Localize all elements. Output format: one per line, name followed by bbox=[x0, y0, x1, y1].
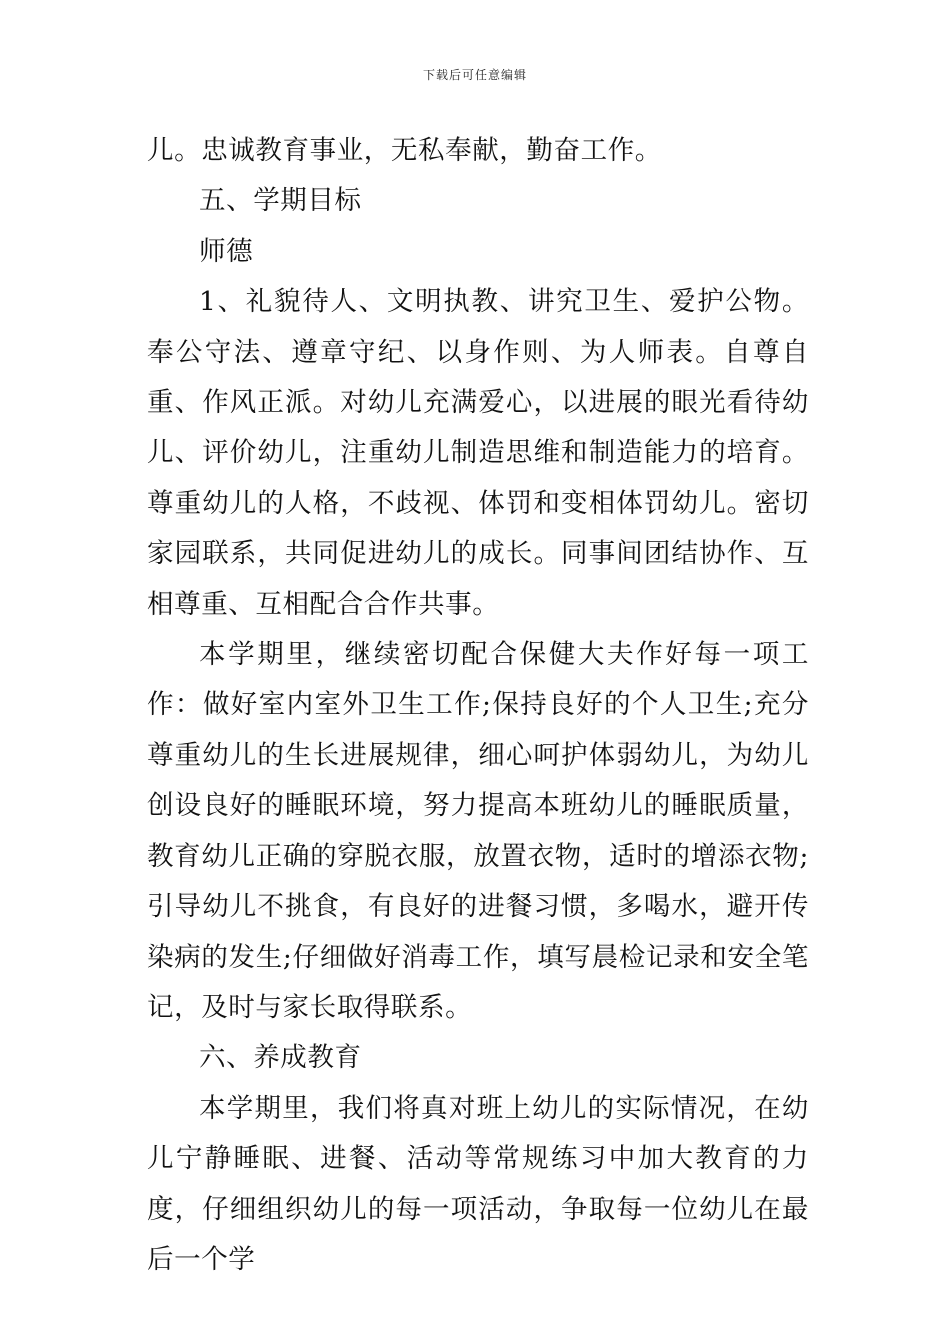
paragraph-ethics-item-1: 1、礼貌待人、文明执教、讲究卫生、爱护公物。奉公守法、遵章守纪、以身作则、为人师表。自尊自重、作风正派。对幼儿充满爱心，以进展的眼光看待幼儿、评价幼儿，注重幼儿制造思维和制造能力的培育。尊重幼儿的人格，不歧视、体罚和变相体罚幼儿。密切家园联系，共同促进幼儿的成长。同事间团结协作、互相尊重、互相配合合作共事。 bbox=[147, 286, 809, 620]
section-heading-habit-education: 六、养成教育 bbox=[199, 1042, 362, 1074]
paragraph-health-work: 本学期里，继续密切配合保健大夫作好每一项工作：做好室内室外卫生工作;保持良好的个人卫生;充分尊重幼儿的生长进展规律，细心呵护体弱幼儿，为幼儿创设良好的睡眠环境，努力提高本班幼儿的睡眠质量，教育幼儿正确的穿脱衣服，放置衣物，适时的增添衣物;引导幼儿不挑食，有良好的进餐习惯，多喝水，避开传染病的发生;仔细做好消毒工作，填写晨检记录和安全笔记，及时与家长取得联系。 bbox=[147, 639, 809, 1023]
paragraph-continuation: 儿。忠诚教育事业，无私奉献，勤奋工作。 bbox=[147, 135, 662, 166]
paragraph-habit-education: 本学期里，我们将真对班上幼儿的实际情况，在幼儿宁静睡眠、进餐、活动等常规练习中加大教育的力度，仔细组织幼儿的每一项活动，争取每一位幼儿在最后一个学 bbox=[147, 1092, 809, 1275]
section-heading-semester-goals: 五、学期目标 bbox=[199, 185, 362, 217]
subheading-teacher-ethics: 师德 bbox=[199, 235, 254, 267]
page-header-note: 下载后可任意编辑 bbox=[422, 68, 527, 82]
document-body bbox=[147, 126, 809, 1285]
